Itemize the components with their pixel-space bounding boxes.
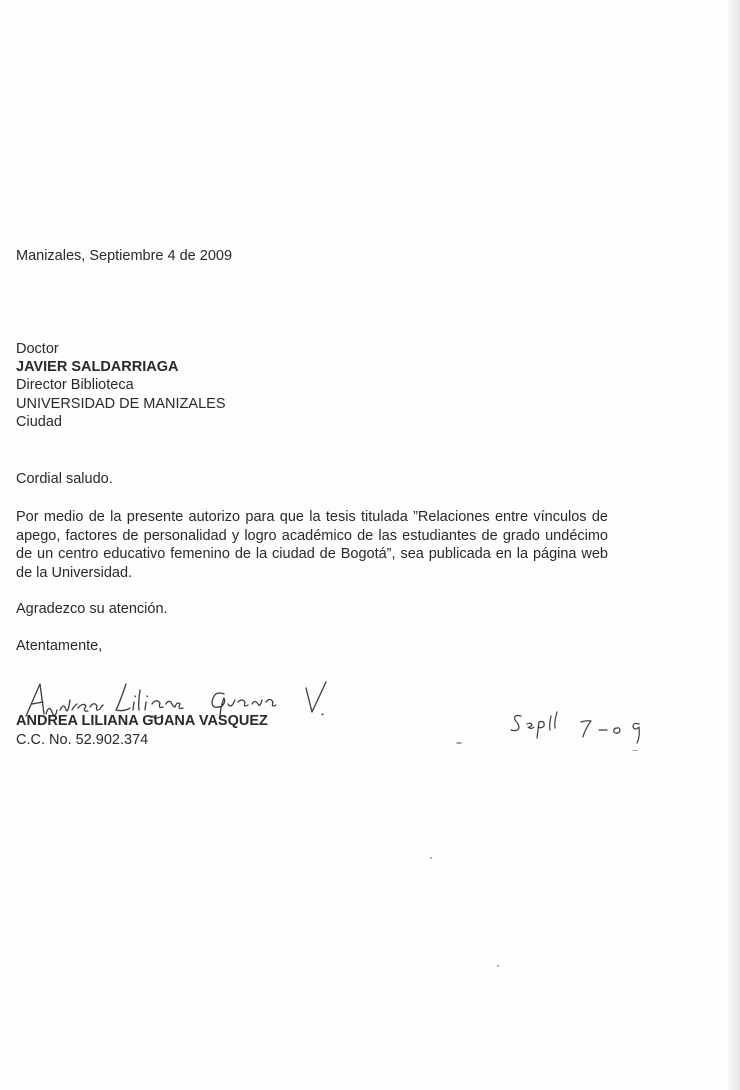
signer-name: ANDREA LILIANA GUANA VASQUEZ	[16, 713, 268, 729]
signer-id: C.C. No. 52.902.374	[16, 732, 149, 748]
page-edge-shadow	[726, 0, 740, 1090]
recipient-institution: UNIVERSIDAD DE MANIZALES	[16, 396, 226, 412]
recipient-name: JAVIER SALDARRIAGA	[16, 359, 179, 375]
greeting: Cordial saludo.	[16, 471, 113, 487]
body-paragraph: Por medio de la presente autorizo para que la tesis titulada ”Relaciones entre vínculos de apego, factores de personalidad y logro académico de las estudiantes de grado undécimo de un centro educativo femenino de la ciudad de Bogotá”, sea publicada en la página web de la Universidad.	[16, 509, 608, 581]
scan-speck	[430, 857, 432, 859]
recipient-city: Ciudad	[16, 414, 62, 430]
closing-line: Atentamente,	[16, 638, 103, 654]
scan-speck	[632, 750, 638, 751]
handwritten-date-note	[505, 700, 655, 748]
recipient-position: Director Biblioteca	[16, 377, 134, 393]
scan-speck	[497, 965, 499, 967]
recipient-title: Doctor	[16, 341, 59, 357]
thanks-line: Agradezco su atención.	[16, 601, 168, 617]
scan-speck	[456, 742, 462, 744]
place-date: Manizales, Septiembre 4 de 2009	[16, 248, 233, 264]
